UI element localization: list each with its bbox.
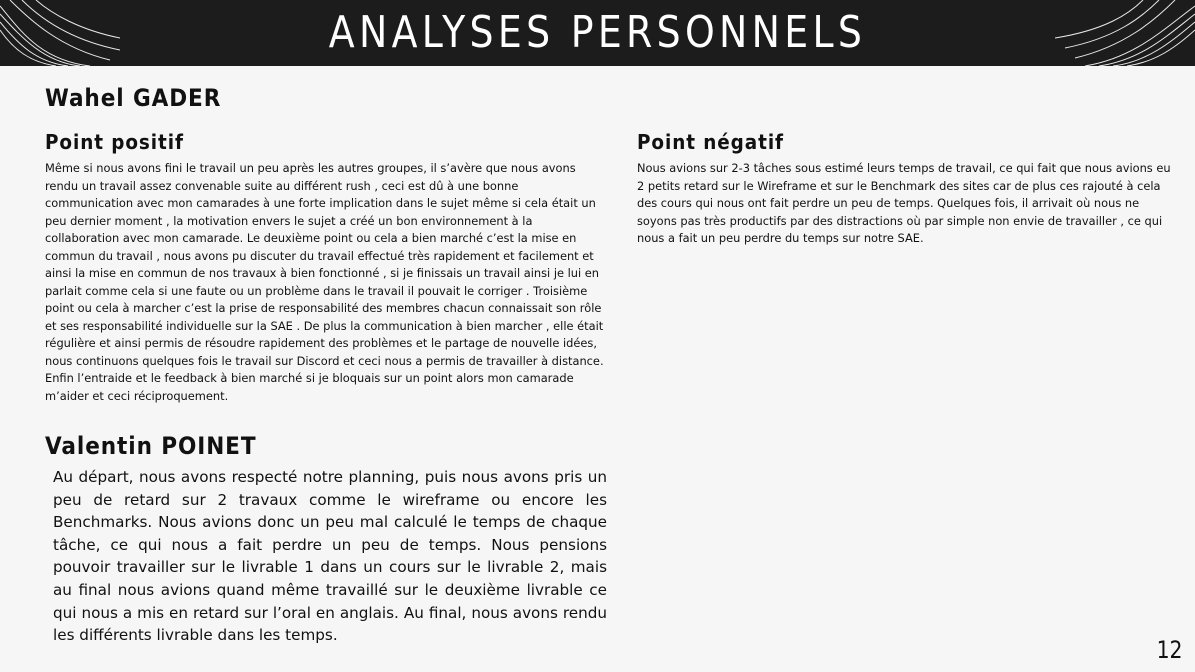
person2-text: Au départ, nous avons respecté notre planning, puis nous avons pris un peu de retard sur 2 travaux comme le wireframe ou encore les Benchmarks. Nous avions donc un peu mal calculé le temps de chaque tâche, ce qui nous a fait perdre un peu de temps. Nous pensions pouvoir travailler sur le livrable 1 dans un cours sur le livrable 2, mais au final nous avions quand même travaillé sur le deuxième livrable ce qui nous a mis en retard sur l’oral en anglais. Au final, nous avons rendu les différents livrable dans les temps. [53, 468, 607, 645]
person1-negative-text: Nous avions sur 2-3 tâches sous estimé leurs temps de travail, ce qui fait que nous avions eu 2 petits retard sur le Wireframe et sur le Benchmark des sites car de plus ces rajouté à cela des cours qui nous ont fait perdre un peu de temps. Quelques fois, il arrivait où nous ne soyons pas très productifs par des distractions où par simple non envie de travailler , ce qui nous a fait un peu perdre du temps sur notre SAE. [637, 161, 1171, 245]
page-number: 12 [1157, 636, 1183, 664]
person1-name: Wahel GADER [45, 84, 222, 112]
person1-negative-heading: Point négatif [637, 130, 784, 154]
person1-positive-heading: Point positif [45, 130, 184, 154]
slide-header [0, 0, 1195, 66]
person1-positive-text: Même si nous avons fini le travail un peu après les autres groupes, il s’avère que nous avons rendu un travail assez convenable suite au différent rush , ceci est dû à une bonne communication avec mon camarades à une forte implication dans le sujet même si cela était un peu dernier moment , la motivation envers le sujet a créé un bon environnement à la collaboration avec mon camarade. Le deuxième point ou cela a bien marché c’est la mise en commun du travail , nous avons pu discuter du travail effectué très rapidement et facilement et ainsi la mise en commun de nos travaux à bien fonctionné , si je finissais un travail ainsi je lui en parlait comme cela si une faute ou un problème dans le travail il pouvait le corriger . Troisième point ou cela à marcher c’est la prise de responsabilité des membres chacun connaissait son rôle et ses responsabilité individuelle sur la SAE . De plus la communication à bien marcher , elle était régulière et ainsi permis de résoudre rapidement des problèmes et le partage de nouvelle idées, nous continuons quelques fois le travail sur Discord et ceci nous a permis de travailler à distance. Enfin l’entraide et le feedback à bien marché si je bloquais sur un point alors mon camarade m’aider et ceci réciproquement. [45, 161, 604, 403]
swirl-decoration-right [1055, 0, 1195, 66]
page-title: ANALYSES PERSONNELS [328, 7, 867, 58]
person2-name: Valentin POINET [45, 432, 257, 460]
